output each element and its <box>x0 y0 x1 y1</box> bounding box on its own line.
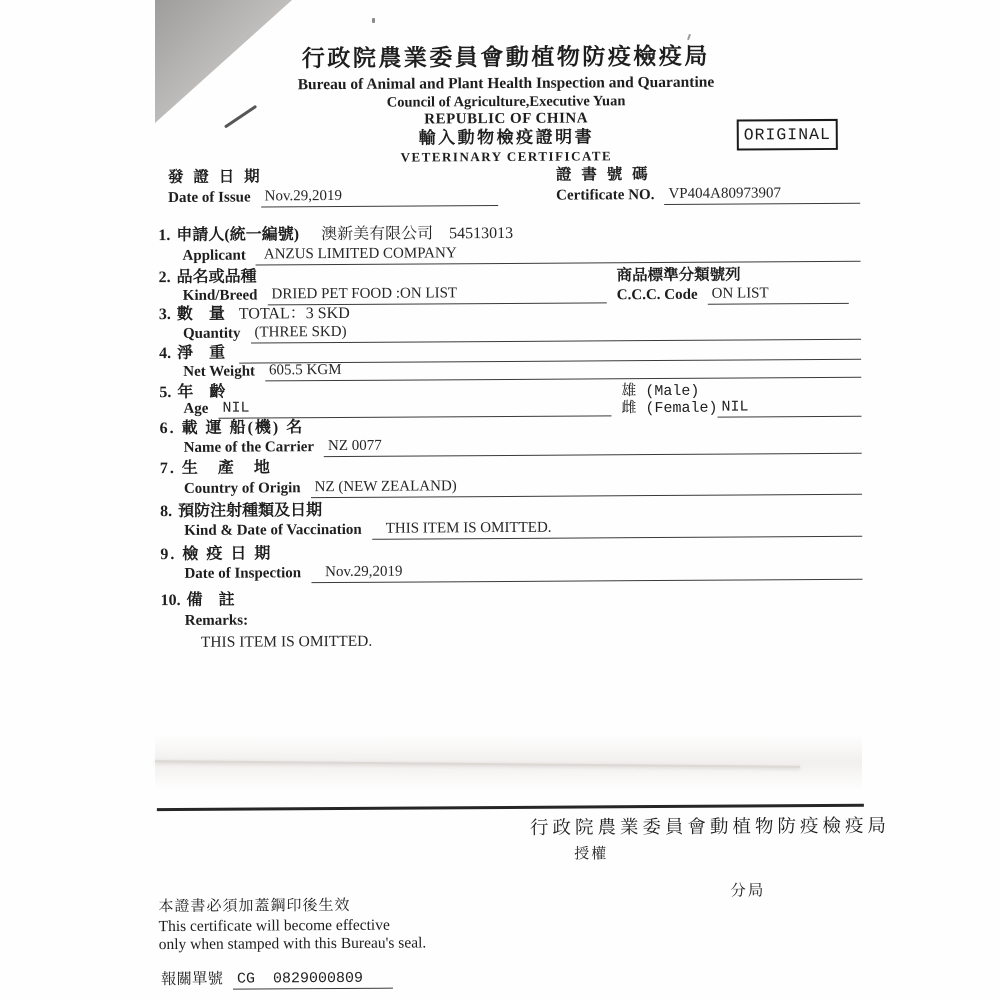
age-row-en <box>183 397 611 418</box>
origin-row-zh <box>160 459 272 479</box>
applicant-label-en: Applicant <box>182 247 246 264</box>
carrier-row-en <box>184 435 862 458</box>
vaccination-row-en <box>184 518 862 541</box>
origin-value: NZ (NEW ZEALAND) <box>311 476 862 498</box>
female-row <box>621 398 861 418</box>
ccc-code-label-zh: 商品標準分類號列 <box>616 266 741 285</box>
customs-declaration-value: CG 0829000809 <box>233 970 393 990</box>
date-of-issue-value: Nov.29,2019 <box>261 187 499 207</box>
quantity-number: 3. <box>158 306 171 324</box>
date-of-issue-label-en: Date of Issue <box>168 189 251 207</box>
origin-label-zh: 生 產 地 <box>181 459 272 477</box>
net-weight-number: 4. <box>159 345 172 363</box>
customs-declaration-label: 報關單號 <box>160 971 223 989</box>
original-stamp: ORIGINAL <box>737 119 838 151</box>
age-number: 5. <box>159 384 172 402</box>
net-weight-label-zh: 淨 重 <box>177 344 226 362</box>
certificate-no-label-en: Certificate NO. <box>556 187 655 204</box>
inspection-label-en: Date of Inspection <box>184 565 302 582</box>
inspection-value: Nov.29,2019 <box>311 561 862 583</box>
certificate-title-en: VETERINARY CERTIFICATE <box>400 148 613 165</box>
certificate-no-value: VP404A80973907 <box>664 185 860 205</box>
remarks-label-zh: 備 註 <box>186 591 235 609</box>
quantity-row-zh <box>159 305 350 325</box>
carrier-value: NZ 0077 <box>324 435 862 457</box>
net-weight-label-en: Net Weight <box>183 363 256 380</box>
footer-branch: 分局 <box>730 882 766 900</box>
applicant-value-zh: 澳新美有限公司 54513013 <box>320 224 514 244</box>
quantity-row-en <box>183 321 861 344</box>
certificate-title-zh: 輸入動物檢疫證明書 <box>418 127 595 148</box>
certificate-no-label-zh: 證 書 號 碼 <box>555 166 651 184</box>
kind-breed-label-en: Kind/Breed <box>182 287 258 304</box>
inspection-row-en <box>184 561 862 584</box>
carrier-label-zh: 載 運 船(機) 名 <box>181 419 305 437</box>
applicant-value: ANZUS LIMITED COMPANY <box>256 243 861 265</box>
seal-note-en-line1: This certificate will become effective <box>158 916 390 936</box>
agency-title-zh: 行政院農業委員會動植物防疫檢疫局 <box>301 43 710 72</box>
female-label: 雌 (Female) <box>621 399 718 418</box>
inspection-label-zh: 檢 疫 日 期 <box>182 545 273 563</box>
customs-declaration-row <box>161 970 393 990</box>
inspection-row-zh <box>160 545 272 565</box>
age-value: NIL <box>218 397 611 418</box>
origin-row-en <box>184 476 862 499</box>
age-label-en: Age <box>183 400 209 417</box>
ccc-code-row-en <box>617 285 849 305</box>
ccc-code-value: ON LIST <box>708 285 849 305</box>
footer-divider <box>157 804 864 811</box>
vaccination-row-zh <box>160 502 322 522</box>
date-of-issue-label-zh: 發 證 日 期 <box>167 168 263 187</box>
kind-breed-label-zh: 品名或品種 <box>176 268 257 286</box>
quantity-label-en: Quantity <box>182 325 241 342</box>
country-line: REPUBLIC OF CHINA <box>424 110 589 128</box>
applicant-row-zh <box>158 225 513 246</box>
footer-authorization: 授權 <box>574 846 609 863</box>
applicant-number: 1. <box>158 227 171 245</box>
quantity-value: (THREE SKD) <box>250 321 861 343</box>
origin-label-en: Country of Origin <box>183 480 301 497</box>
footer-agency-zh: 行政院農業委員會動植物防疫檢疫局 <box>529 816 891 839</box>
carrier-label-en: Name of the Carrier <box>183 439 315 456</box>
quantity-value-zh: TOTAL：3 SKD <box>238 304 350 323</box>
council-line: Council of Agriculture,Executive Yuan <box>386 93 626 111</box>
kind-breed-number: 2. <box>158 269 171 287</box>
applicant-row-en <box>182 243 860 266</box>
date-of-issue-row <box>168 187 498 208</box>
vaccination-number: 8. <box>160 503 173 521</box>
ccc-code-label-en: C.C.C. Code <box>616 286 698 304</box>
remarks-label-en: Remarks: <box>184 612 249 629</box>
kind-breed-row-en <box>183 284 607 305</box>
net-weight-value: 605.5 KGM <box>265 359 861 381</box>
carrier-row-zh <box>160 419 305 439</box>
vaccination-label-en: Kind & Date of Vaccination <box>184 521 362 539</box>
kind-breed-row-zh <box>159 268 257 287</box>
net-weight-row-en <box>183 359 861 382</box>
bureau-title-en: Bureau of Animal and Plant Health Inspection and Quarantine <box>297 73 715 94</box>
female-value: NIL <box>717 398 861 418</box>
vaccination-label-zh: 預防注射種類及日期 <box>178 502 323 520</box>
inspection-number: 9. <box>160 545 177 564</box>
quantity-label-zh: 數 量 <box>176 305 225 323</box>
kind-breed-value: DRIED PET FOOD :ON LIST <box>267 284 606 305</box>
male-label: 雄 (Male) <box>621 382 700 401</box>
carrier-number: 6. <box>159 419 176 438</box>
age-label-zh: 年 齡 <box>177 383 226 401</box>
origin-number: 7. <box>159 459 176 478</box>
remarks-row-zh <box>161 592 235 611</box>
remarks-number: 10. <box>160 591 181 610</box>
applicant-label-zh: 申請人(統一編號) <box>176 226 300 244</box>
seal-note-zh: 本證書必須加蓋鋼印後生效 <box>158 897 351 916</box>
vaccination-value: THIS ITEM IS OMITTED. <box>372 518 863 540</box>
remarks-value: THIS ITEM IS OMITTED. <box>200 632 373 651</box>
certificate-no-row <box>556 185 860 206</box>
seal-note-en-line2: only when stamped with this Bureau's seal. <box>158 934 427 954</box>
